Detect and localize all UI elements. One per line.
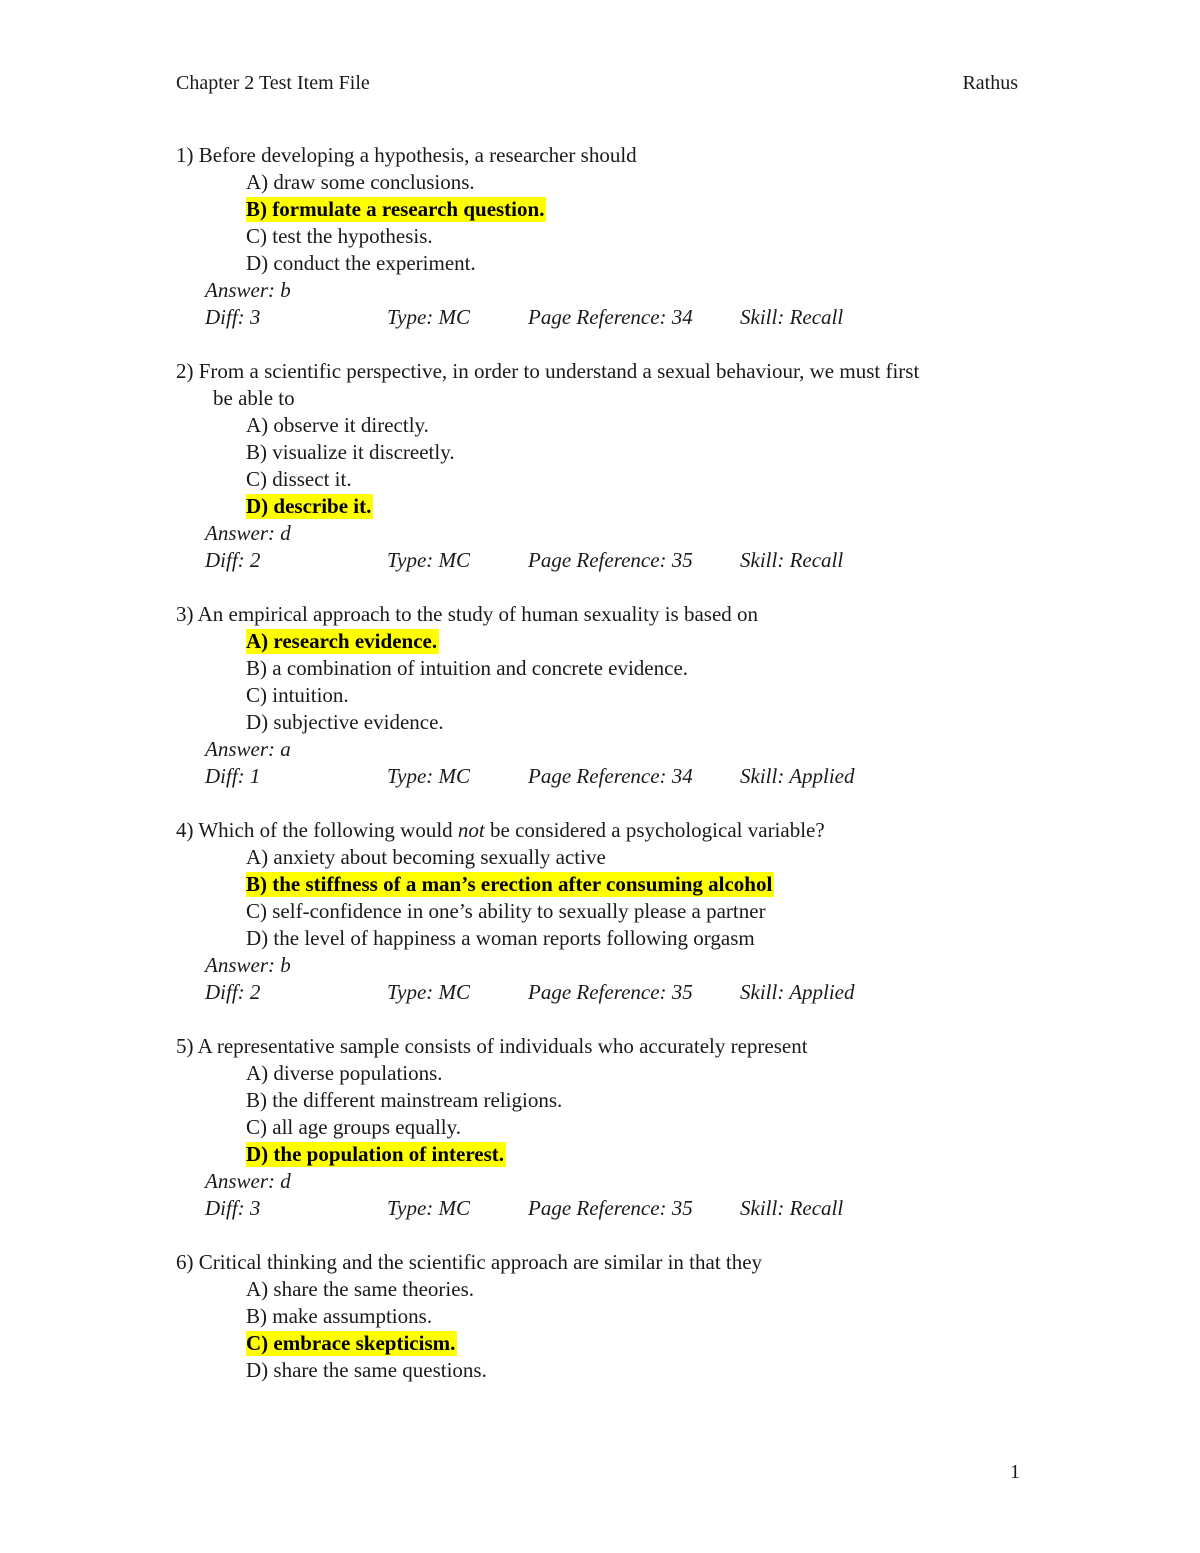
option-c: C) test the hypothesis.: [246, 224, 433, 248]
option-a: A) anxiety about becoming sexually active: [246, 845, 606, 869]
option-b-correct: B) formulate a research question.: [246, 197, 545, 221]
question-1: [176, 142, 1036, 331]
question-metadata: [176, 304, 1036, 331]
question-metadata: [176, 979, 1036, 1006]
option-c: C) intuition.: [246, 683, 349, 707]
question-stem: 5) A representative sample consists of individuals who accurately represent: [176, 1034, 808, 1058]
answer-key: Answer: b: [205, 278, 291, 302]
answer-key: Answer: d: [205, 1169, 291, 1193]
option-a: A) share the same theories.: [246, 1277, 474, 1301]
difficulty: Diff: 2: [205, 980, 261, 1004]
page-reference: Page Reference: 35: [528, 980, 693, 1004]
question-stem: 2) From a scientific perspective, in order to understand a sexual behaviour, we must first: [176, 359, 920, 383]
stem-part-1: 4) Which of the following would: [176, 818, 458, 842]
question-type: Type: MC: [387, 548, 471, 572]
difficulty: Diff: 3: [205, 1196, 261, 1220]
question-type: Type: MC: [387, 1196, 471, 1220]
option-d: D) subjective evidence.: [246, 710, 444, 734]
option-a: A) draw some conclusions.: [246, 170, 475, 194]
stem-part-2: be considered a psychological variable?: [484, 818, 825, 842]
skill: Skill: Applied: [740, 764, 855, 788]
header-author: Rathus: [962, 72, 1018, 94]
option-d: D) share the same questions.: [246, 1358, 487, 1382]
question-metadata: [176, 547, 1036, 574]
option-a-correct: A) research evidence.: [246, 629, 438, 653]
question-type: Type: MC: [387, 764, 471, 788]
option-c: C) self-confidence in one’s ability to sexually please a partner: [246, 899, 766, 923]
difficulty: Diff: 3: [205, 305, 261, 329]
question-stem-continued: be able to: [213, 386, 295, 410]
stem-emphasis: not: [457, 818, 485, 842]
option-c: C) all age groups equally.: [246, 1115, 461, 1139]
option-a: A) diverse populations.: [246, 1061, 443, 1085]
question-5: [176, 1033, 1036, 1222]
option-d: D) conduct the experiment.: [246, 251, 476, 275]
page-reference: Page Reference: 34: [528, 764, 693, 788]
difficulty: Diff: 1: [205, 764, 261, 788]
question-6: [176, 1249, 1036, 1384]
question-2: [176, 358, 1036, 574]
skill: Skill: Recall: [740, 305, 844, 329]
option-c: C) dissect it.: [246, 467, 352, 491]
question-list: [176, 142, 1036, 1411]
question-stem: 3) An empirical approach to the study of human sexuality is based on: [176, 602, 759, 626]
skill: Skill: Applied: [740, 980, 855, 1004]
option-a: A) observe it directly.: [246, 413, 429, 437]
question-type: Type: MC: [387, 305, 471, 329]
page-number: 1: [1010, 1461, 1020, 1483]
skill: Skill: Recall: [740, 548, 844, 572]
page-header: [176, 72, 1018, 98]
option-c-correct: C) embrace skepticism.: [246, 1331, 456, 1355]
option-b: B) visualize it discreetly.: [246, 440, 455, 464]
question-stem: [176, 817, 1036, 844]
answer-key: Answer: d: [205, 521, 291, 545]
difficulty: Diff: 2: [205, 548, 261, 572]
question-metadata: [176, 1195, 1036, 1222]
question-type: Type: MC: [387, 980, 471, 1004]
option-b: B) make assumptions.: [246, 1304, 433, 1328]
question-3: [176, 601, 1036, 790]
option-d-correct: D) the population of interest.: [246, 1142, 505, 1166]
option-b: B) a combination of intuition and concrete evidence.: [246, 656, 689, 680]
answer-key: Answer: b: [205, 953, 291, 977]
page-reference: Page Reference: 35: [528, 548, 693, 572]
option-d: D) the level of happiness a woman reports following orgasm: [246, 926, 755, 950]
option-b: B) the different mainstream religions.: [246, 1088, 563, 1112]
page-reference: Page Reference: 34: [528, 305, 693, 329]
question-4: [176, 817, 1036, 1006]
answer-key: Answer: a: [205, 737, 291, 761]
option-b-correct: B) the stiffness of a man’s erection after consuming alcohol: [246, 872, 773, 896]
question-stem: 1) Before developing a hypothesis, a researcher should: [176, 143, 637, 167]
question-metadata: [176, 763, 1036, 790]
option-d-correct: D) describe it.: [246, 494, 372, 518]
question-stem: 6) Critical thinking and the scientific approach are similar in that they: [176, 1250, 763, 1274]
page-reference: Page Reference: 35: [528, 1196, 693, 1220]
header-title: Chapter 2 Test Item File: [176, 72, 370, 94]
skill: Skill: Recall: [740, 1196, 844, 1220]
